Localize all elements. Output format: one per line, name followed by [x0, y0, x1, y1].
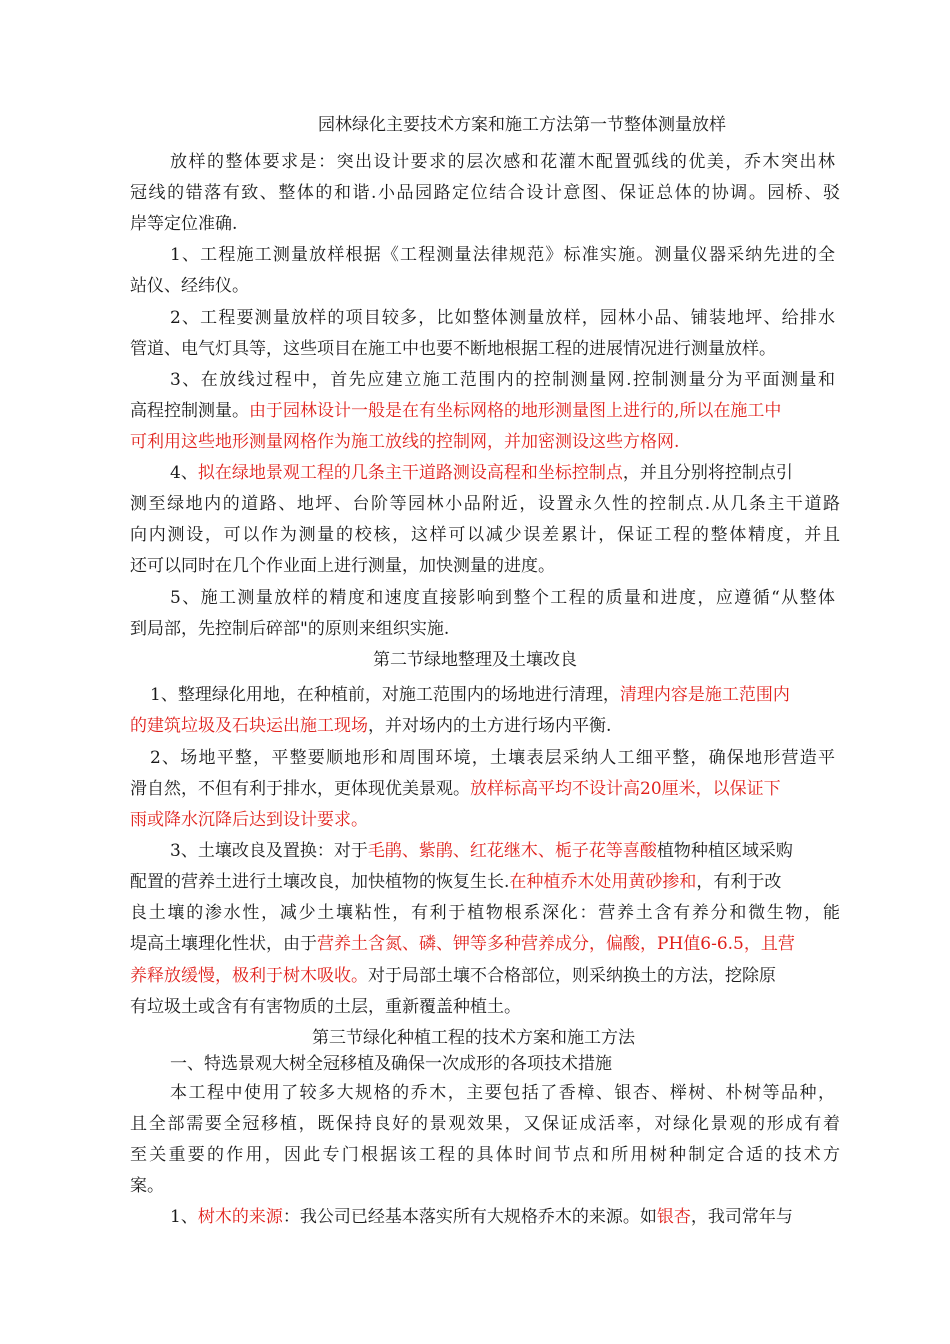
plain-text: ，并且分别将控制点引 [622, 463, 793, 483]
plain-text: ，有利于改 [696, 872, 782, 892]
paragraph-line: 案。 [130, 1176, 164, 1196]
subsection-heading: 一、特选景观大树全冠移植及确保一次成形的各项技术措施 [170, 1054, 612, 1074]
paragraph-line: 2、工程要测量放样的项目较多，比如整体测量放样，园林小品、铺装地坪、给排水 [170, 308, 835, 328]
paragraph-line [130, 964, 840, 988]
paragraph-line: 本工程中使用了较多大规格的乔木，主要包括了香樟、银杏、榉树、朴树等品种， [170, 1083, 835, 1103]
paragraph-line: 3、在放线过程中，首先应建立施工范围内的控制测量网.控制测量分为平面测量和 [170, 370, 835, 390]
paragraph-line [150, 683, 860, 707]
plain-text: 配置的营养土进行土壤改良，加快植物的恢复生长. [130, 872, 510, 892]
plain-text: ：我公司已经基本落实所有大规格乔木的来源。如 [282, 1207, 657, 1227]
highlighted-text: 清理内容是施工范围内 [619, 685, 790, 705]
paragraph-line: 2、场地平整，平整要顺地形和周围环境，土壤表层采纳人工细平整，确保地形营造平 [150, 748, 835, 768]
plain-text: 滑自然，不但有利于排水，更体现优美景观。 [130, 779, 470, 799]
paragraph-line: 测至绿地内的道路、地坪、台阶等园林小品附近，设置永久性的控制点.从几条主干道路 [130, 494, 840, 514]
paragraph-line: 还可以同时在几个作业面上进行测量，加快测量的进度。 [130, 556, 555, 576]
plain-text: 堤高土壤理化性状，由于 [130, 934, 317, 954]
paragraph-line [130, 932, 840, 956]
paragraph-line [170, 461, 880, 485]
page-title: 园林绿化主要技术方案和施工方法第一节整体测量放样 [318, 115, 726, 135]
highlighted-text: 银杏 [656, 1207, 691, 1227]
paragraph-line: 到局部，先控制后碎部"的原则来组织实施. [130, 619, 450, 639]
paragraph-line: 且全部需要全冠移植，既保持良好的景观效果，又保证成活率，对绿化景观的形成有着 [130, 1114, 840, 1134]
plain-text: 4、 [170, 463, 198, 483]
paragraph-line: 有垃圾土或含有有害物质的土层，重新覆盖种植土。 [130, 997, 521, 1017]
plain-text: ，并对场内的土方进行场内平衡. [368, 716, 612, 736]
paragraph-line: 1、工程施工测量放样根据《工程测量法律规范》标准实施。测量仪器采纳先进的全 [170, 245, 835, 265]
highlighted-text: 毛鹃、紫鹃、红花继木、栀子花等喜酸 [367, 841, 657, 861]
highlighted-text: 在种植乔木处用黄砂掺和 [509, 872, 697, 892]
paragraph-line: 管道、电气灯具等，这些项目在施工中也要不断地根据工程的进展情况进行测量放样。 [130, 339, 776, 359]
paragraph-line: 放样的整体要求是：突出设计要求的层次感和花灌木配置弧线的优美，乔木突出林 [170, 152, 835, 172]
paragraph-line [130, 870, 840, 894]
highlighted-text: 拟在绿地景观工程的几条主干道路测设高程和坐标控制点 [197, 463, 623, 483]
highlighted-text: 的建筑垃圾及石块运出施工现场 [130, 716, 368, 736]
paragraph-line: 5、施工测量放样的精度和速度直接影响到整个工程的质量和进度，应遵循“从整体 [170, 588, 835, 608]
highlighted-text: 雨或降水沉降后达到设计要求。 [130, 810, 368, 830]
plain-text: 植物种植区域采购 [656, 841, 793, 861]
paragraph-line: 岸等定位准确. [130, 214, 238, 234]
paragraph-line: 良土壤的渗水性，减少土壤粘性，有利于植物根系深化：营养土含有养分和微生物，能 [130, 903, 840, 923]
plain-text: 1、 [170, 1207, 198, 1227]
plain-text: 对于局部土壤不合格部位，则采纳换土的方法，挖除原 [368, 966, 776, 986]
highlighted-text: 营养土含氮、磷、钾等多种营养成分，偏酸，PH值6-6.5，且营 [317, 934, 795, 954]
plain-text: 1、整理绿化用地，在种植前，对施工范围内的场地进行清理， [150, 685, 620, 705]
paragraph-line: 冠线的错落有致、整体的和谐.小品园路定位结合设计意图、保证总体的协调。园桥、驳 [130, 183, 840, 203]
highlighted-text: 树木的来源 [197, 1207, 283, 1227]
section-heading: 第三节绿化种植工程的技术方案和施工方法 [312, 1028, 635, 1048]
paragraph-line [170, 1205, 880, 1229]
plain-text: ，我司常年与 [690, 1207, 793, 1227]
plain-text: 高程控制测量。 [130, 401, 249, 421]
paragraph-line [130, 399, 840, 423]
paragraph-line [170, 839, 880, 863]
paragraph-line: 站仪、经纬仪。 [130, 276, 249, 296]
paragraph-line [130, 714, 840, 738]
paragraph-line [130, 777, 840, 801]
paragraph-line: 向内测设，可以作为测量的校核，这样可以减少误差累计，保证工程的整体精度，并且 [130, 525, 840, 545]
highlighted-text: 放样标高平均不设计高20厘米，以保证下 [470, 779, 781, 799]
section-heading: 第二节绿地整理及土壤改良 [373, 650, 577, 670]
highlighted-text: 可利用这些地形测量网格作为施工放线的控制网，并加密测设这些方格网. [130, 432, 680, 452]
highlighted-text: 养释放缓慢，极利于树木吸收。 [130, 966, 368, 986]
highlighted-text: 由于园林设计一般是在有坐标网格的地形测量图上进行的,所以在施工中 [249, 401, 782, 421]
paragraph-line: 至关重要的作用，因此专门根据该工程的具体时间节点和所用树种制定合适的技术方 [130, 1145, 840, 1165]
plain-text: 3、土壤改良及置换：对于 [170, 841, 368, 861]
